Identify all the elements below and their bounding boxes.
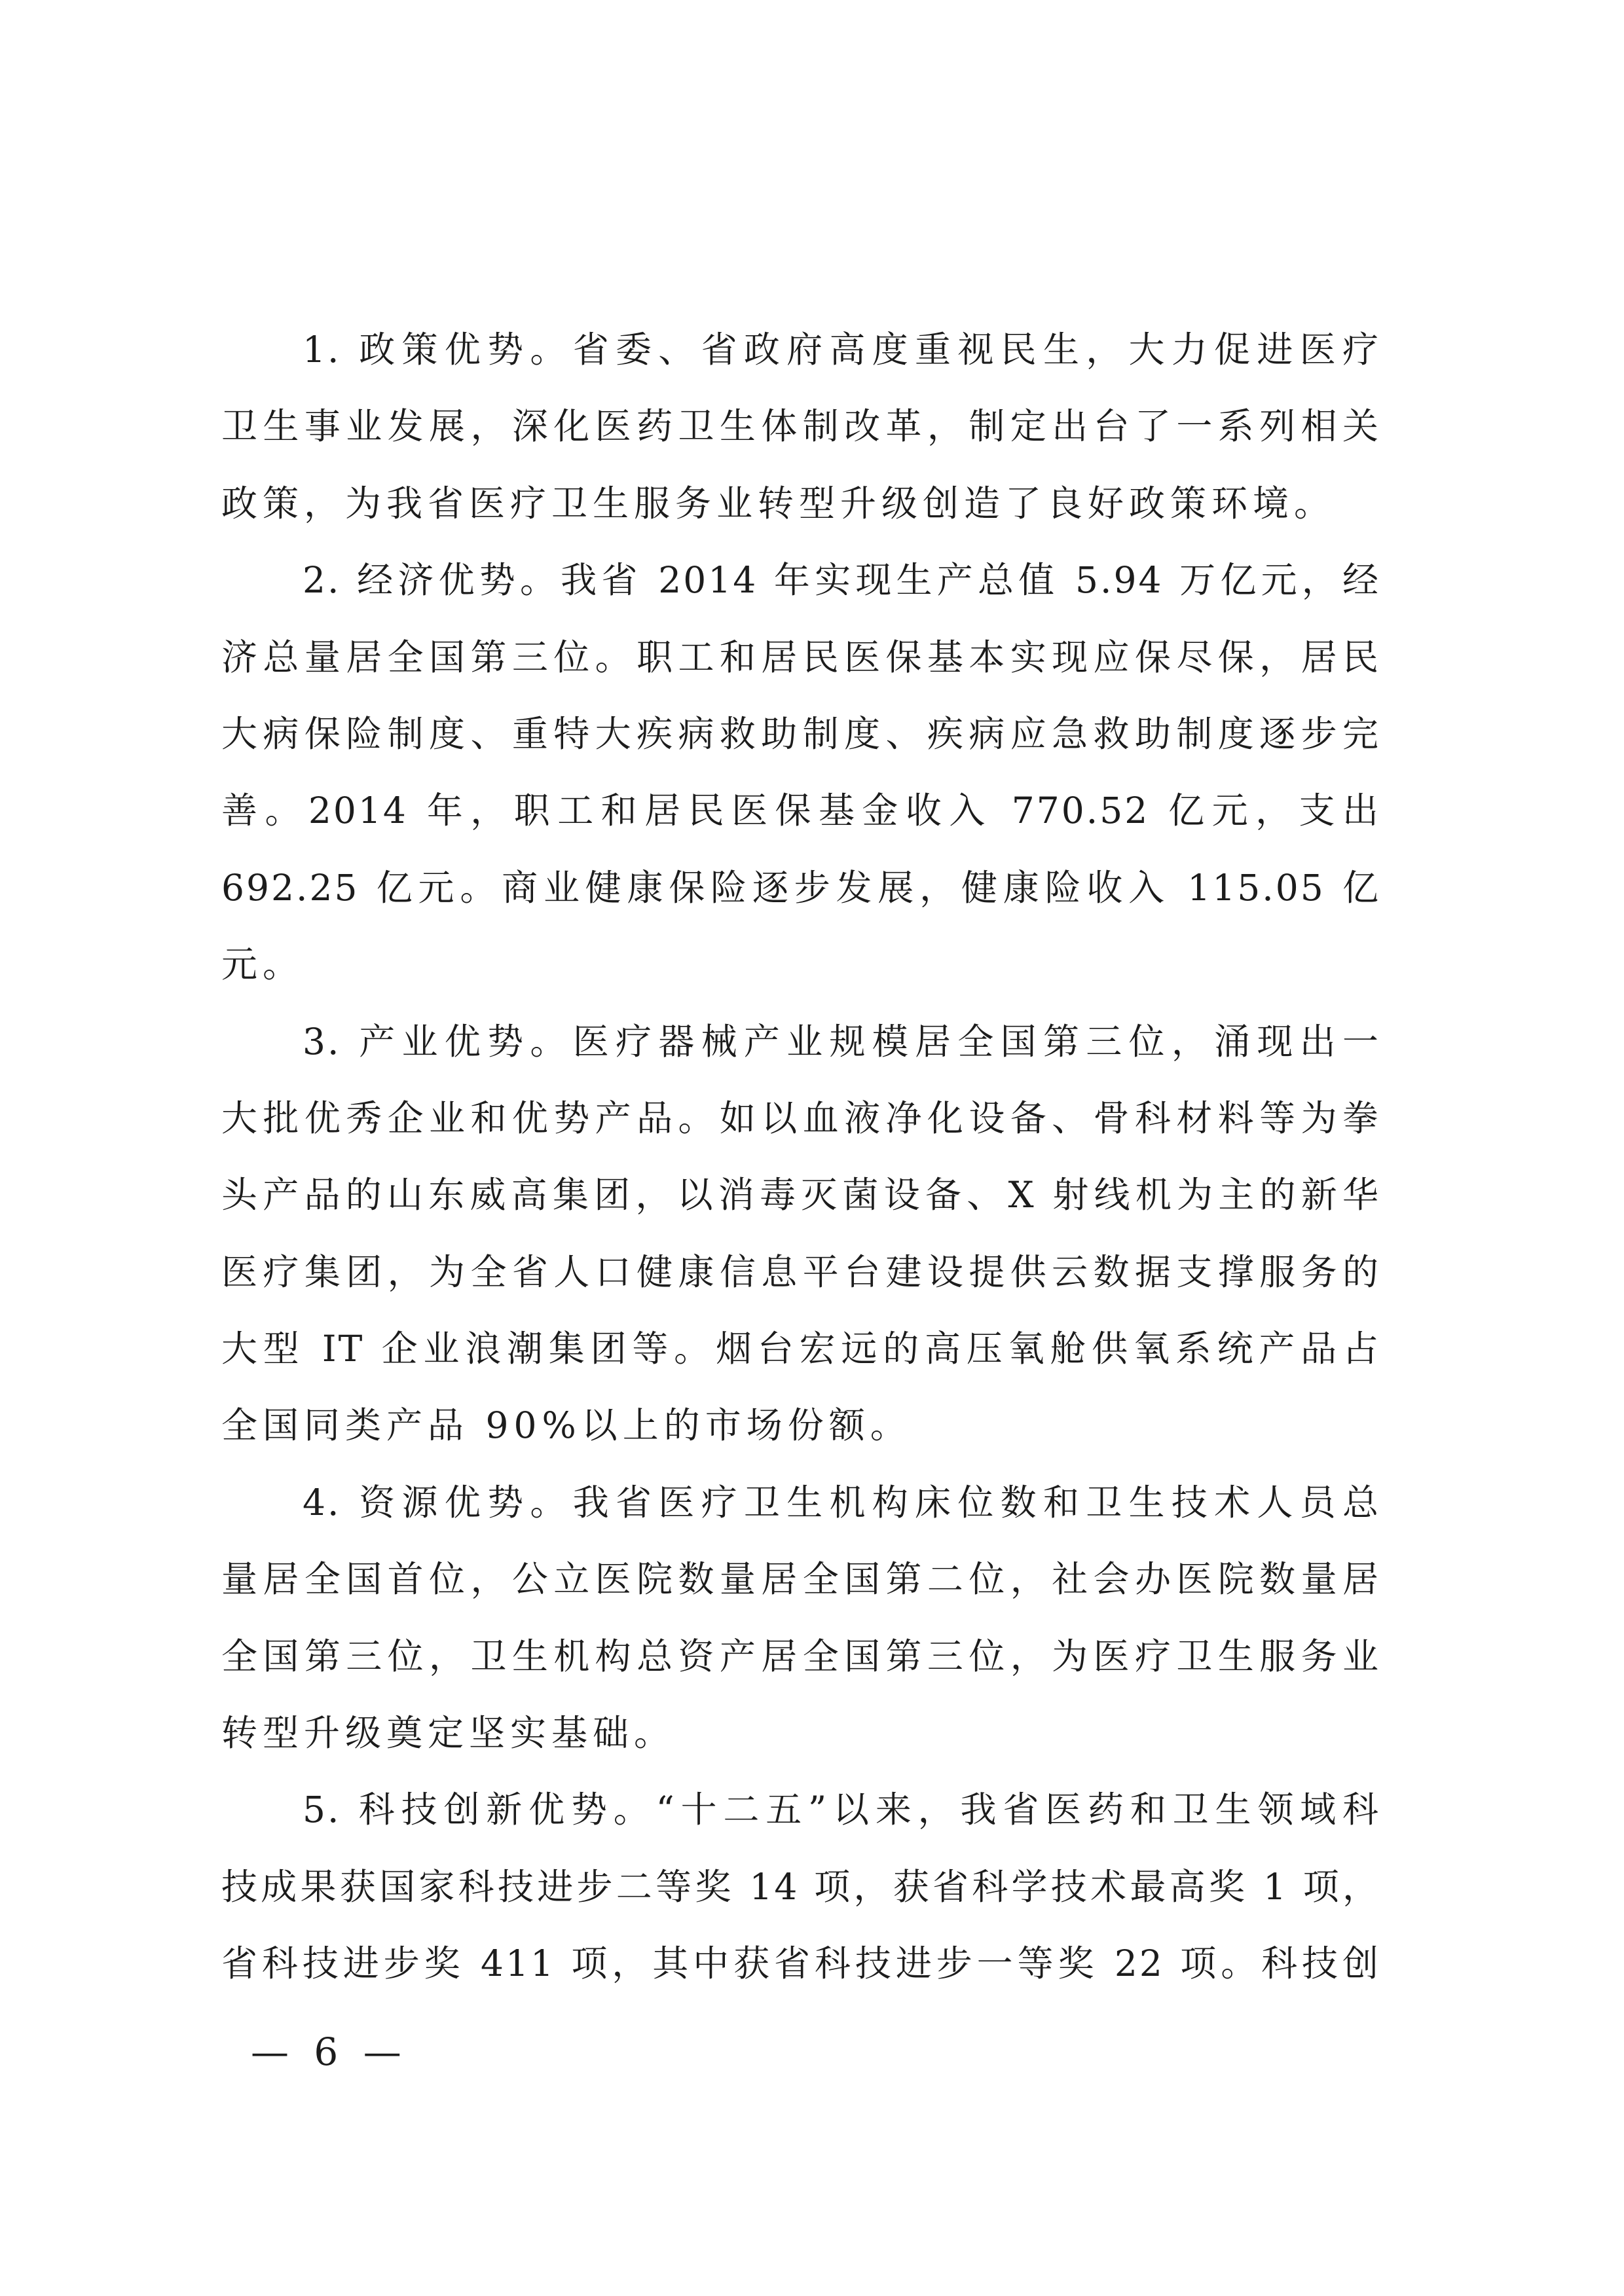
text-line: 卫生事业发展，深化医药卫生体制改革，制定出台了一系列相关 — [221, 405, 1380, 448]
paragraph-industry-advantage — [221, 1004, 1380, 1465]
text-line: 量居全国首位，公立医院数量居全国第二位，社会办医院数量居 — [221, 1558, 1380, 1601]
page-number: — 6 — — [251, 2030, 408, 2074]
paragraph-innovation-advantage — [221, 1772, 1380, 2002]
text-line: 4. 资源优势。我省医疗卫生机构床位数和卫生技术人员总 — [303, 1481, 1380, 1523]
text-line: 济总量居全国第三位。职工和居民医保基本实现应保尽保，居民 — [221, 636, 1380, 678]
text-line: 1. 政策优势。省委、省政府高度重视民生，大力促进医疗 — [303, 329, 1380, 371]
text-line: 医疗集团，为全省人口健康信息平台建设提供云数据支撑服务的 — [221, 1250, 1380, 1293]
text-line: 善。2014 年，职工和居民医保基金收入 770.52 亿元，支出 — [221, 790, 1380, 832]
text-line: 元。 — [221, 943, 304, 986]
text-line: 大病保险制度、重特大疾病救助制度、疾病应急救助制度逐步完 — [221, 712, 1380, 755]
paragraph-policy-advantage — [221, 312, 1380, 542]
text-line: 全国同类产品 90%以上的市场份额。 — [221, 1404, 912, 1447]
body-text — [221, 312, 1380, 2003]
text-line: 省科技进步奖 411 项，其中获省科技进步一等奖 22 项。科技创 — [221, 1942, 1380, 1985]
text-line: 转型升级奠定坚实基础。 — [221, 1712, 676, 1755]
paragraph-economic-advantage — [221, 542, 1380, 1003]
text-line: 大型 IT 企业浪潮集团等。烟台宏远的高压氧舱供氧系统产品占 — [221, 1328, 1380, 1370]
text-line: 5. 科技创新优势。“十二五”以来，我省医药和卫生领域科 — [303, 1789, 1380, 1831]
text-line: 头产品的山东威高集团，以消毒灭菌设备、X 射线机为主的新华 — [221, 1174, 1380, 1216]
text-line: 大批优秀企业和优势产品。如以血液净化设备、骨科材料等为拳 — [221, 1097, 1380, 1139]
paragraph-resource-advantage — [221, 1465, 1380, 1772]
text-line: 2. 经济优势。我省 2014 年实现生产总值 5.94 万亿元，经 — [303, 559, 1380, 602]
text-line: 3. 产业优势。医疗器械产业规模居全国第三位，涌现出一 — [303, 1020, 1380, 1063]
text-line: 692.25 亿元。商业健康保险逐步发展，健康险收入 115.05 亿 — [221, 866, 1380, 909]
text-line: 全国第三位，卫生机构总资产居全国第三位，为医疗卫生服务业 — [221, 1635, 1380, 1677]
text-line: 技成果获国家科技进步二等奖 14 项，获省科学技术最高奖 1 项， — [221, 1865, 1380, 1908]
text-line: 政策，为我省医疗卫生服务业转型升级创造了良好政策环境。 — [221, 482, 1336, 524]
